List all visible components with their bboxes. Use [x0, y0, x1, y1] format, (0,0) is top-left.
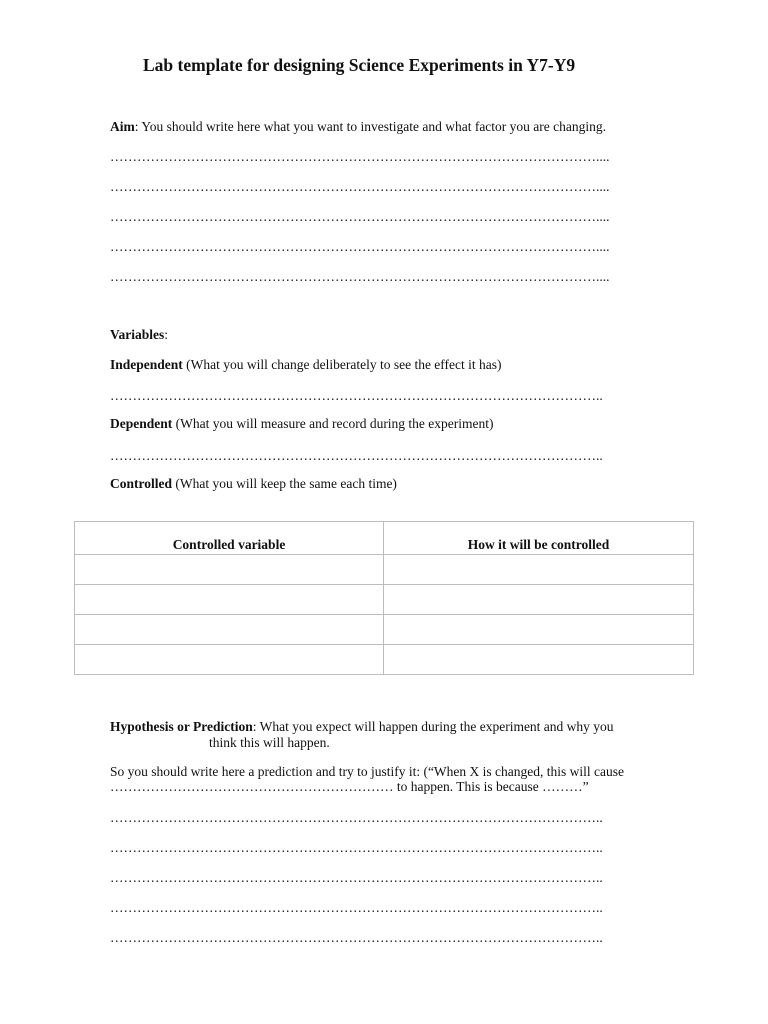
- table-cell[interactable]: [75, 615, 384, 645]
- aim-answer-line[interactable]: ………………………………………………………………………………………………....: [110, 209, 610, 224]
- hypothesis-prompt: [110, 719, 614, 735]
- table-cell[interactable]: [384, 555, 694, 585]
- dependent-label: Dependent: [110, 416, 173, 431]
- controlled-variables-table: [74, 521, 694, 675]
- hypothesis-answer-line[interactable]: ………………………………………………………………………………………………..: [110, 900, 603, 915]
- column-header-how-controlled: How it will be controlled: [384, 522, 694, 555]
- variables-heading: Variables:: [110, 327, 169, 342]
- hypothesis-answer-line[interactable]: ………………………………………………………………………………………………..: [110, 810, 603, 825]
- hypothesis-label: Hypothesis or Prediction: [110, 719, 253, 734]
- aim-answer-line[interactable]: ………………………………………………………………………………………………....: [110, 239, 610, 254]
- hypothesis-answer-line[interactable]: ………………………………………………………………………………………………..: [110, 930, 603, 945]
- column-header-controlled-variable: Controlled variable: [75, 522, 384, 555]
- table-cell[interactable]: [75, 555, 384, 585]
- table-cell[interactable]: [75, 585, 384, 615]
- independent-label: Independent: [110, 357, 183, 372]
- dependent-instruction: (What you will measure and record during the experiment): [172, 416, 494, 431]
- dependent-prompt: [110, 416, 494, 432]
- independent-answer-line[interactable]: ………………………………………………………………………………………………..: [110, 388, 603, 403]
- table-row: [75, 645, 694, 675]
- hypothesis-instruction: : What you expect will happen during the experiment and why you: [252, 719, 614, 734]
- prediction-instruction: So you should write here a prediction and try to justify it: (“When X is changed, this will cause: [110, 764, 625, 779]
- controlled-label: Controlled: [110, 476, 173, 491]
- aim-label: Aim: [110, 119, 135, 134]
- page-title: Lab template for designing Science Experiments in Y7-Y9: [143, 55, 576, 75]
- controlled-instruction: (What you will keep the same each time): [172, 476, 397, 491]
- table-cell[interactable]: [384, 615, 694, 645]
- table-header-row: [75, 522, 694, 555]
- aim-answer-line[interactable]: ………………………………………………………………………………………………....: [110, 269, 610, 284]
- prediction-instruction-continued: ……………………………………………………… to happen. This is because ………”: [110, 779, 589, 794]
- independent-prompt: [110, 357, 502, 373]
- table-cell[interactable]: [384, 585, 694, 615]
- aim-prompt: [110, 119, 606, 135]
- table-row: [75, 555, 694, 585]
- aim-answer-line[interactable]: ………………………………………………………………………………………………....: [110, 179, 610, 194]
- hypothesis-answer-line[interactable]: ………………………………………………………………………………………………..: [110, 870, 603, 885]
- table-row: [75, 615, 694, 645]
- hypothesis-instruction-continued: think this will happen.: [209, 735, 330, 750]
- table-row: [75, 585, 694, 615]
- independent-instruction: (What you will change deliberately to see the effect it has): [182, 357, 502, 372]
- controlled-prompt: [110, 476, 397, 492]
- aim-answer-line[interactable]: ………………………………………………………………………………………………....: [110, 149, 610, 164]
- aim-instruction: : You should write here what you want to investigate and what factor you are changing.: [134, 119, 607, 134]
- variables-label: Variables: [110, 327, 165, 342]
- dependent-answer-line[interactable]: ………………………………………………………………………………………………..: [110, 448, 603, 463]
- hypothesis-answer-line[interactable]: ………………………………………………………………………………………………..: [110, 840, 603, 855]
- table-cell[interactable]: [384, 645, 694, 675]
- table-cell[interactable]: [75, 645, 384, 675]
